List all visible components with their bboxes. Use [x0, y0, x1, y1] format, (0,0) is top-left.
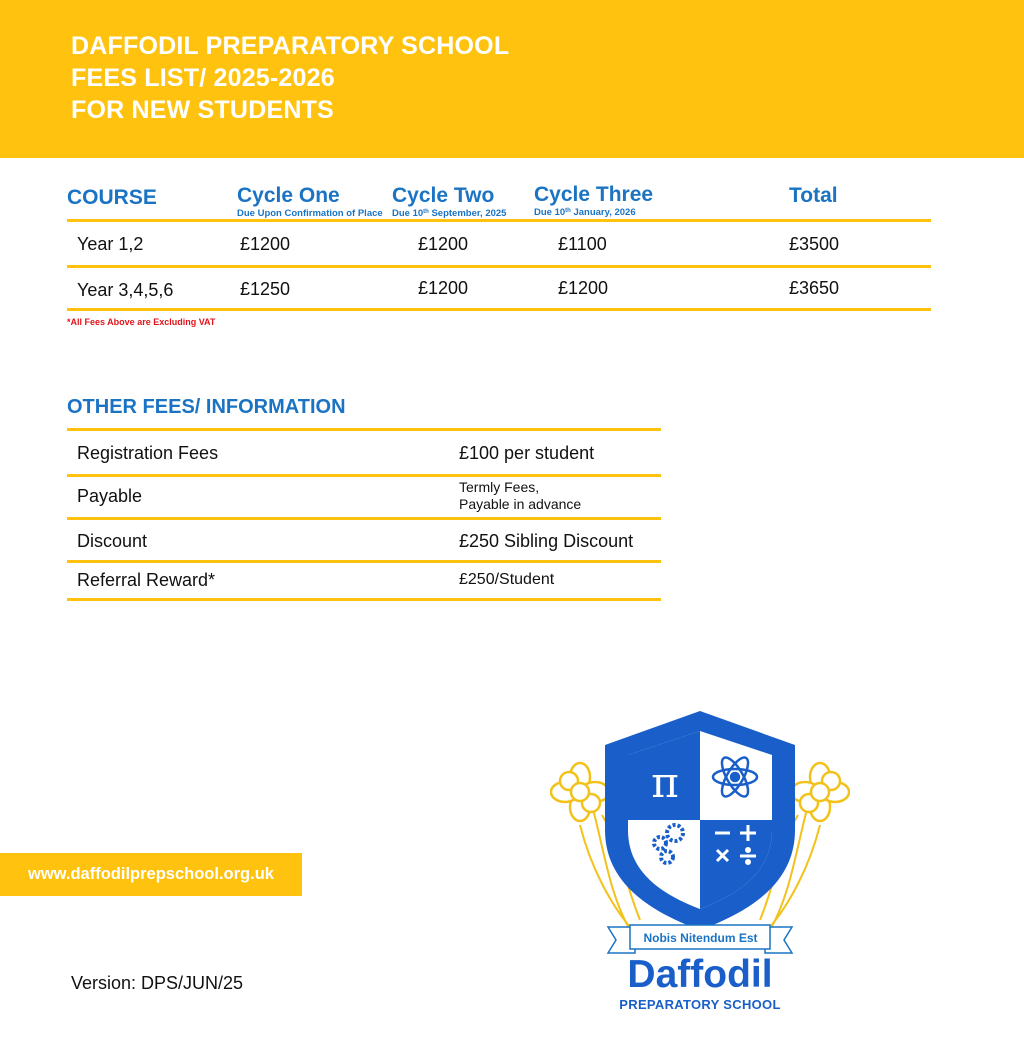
school-crest	[550, 705, 850, 955]
other-row-value: £250/Student	[459, 571, 555, 588]
logo-subname: PREPARATORY SCHOOL	[619, 997, 781, 1012]
table-divider	[67, 598, 661, 601]
other-row-value: £100 per student	[459, 443, 595, 463]
other-row-label: Discount	[77, 531, 148, 551]
website-link[interactable]: www.daffodilprepschool.org.uk	[0, 853, 302, 896]
row-2-cycle-two: £1200	[418, 278, 469, 298]
other-row-label: Referral Reward*	[77, 570, 216, 590]
column-header-cycle-three: Cycle Three Due 10th January, 2026	[534, 183, 654, 218]
table-divider	[67, 265, 931, 268]
table-divider	[67, 219, 931, 222]
table-divider	[67, 428, 661, 431]
version-label: Version: DPS/JUN/25	[71, 973, 244, 993]
row-1-total: £3500	[789, 234, 840, 254]
table-divider	[67, 308, 931, 311]
title-line-1: DAFFODIL PREPARATORY SCHOOL	[71, 32, 510, 60]
daffodil-flower-icon	[791, 763, 849, 821]
row-1-course: Year 1,2	[77, 234, 144, 254]
table-divider	[67, 474, 661, 477]
title-line-3: FOR NEW STUDENTS	[71, 96, 334, 124]
row-1-cycle-one: £1200	[240, 234, 291, 254]
motto-text: Nobis Nitendum Est	[643, 931, 758, 945]
other-fees-title: OTHER FEES/ INFORMATION	[67, 396, 346, 418]
pi-icon: π	[651, 758, 679, 807]
column-header-cycle-two: Cycle Two Due 10th September, 2025	[392, 184, 507, 219]
row-1-cycle-two: £1200	[418, 234, 469, 254]
page-title	[71, 30, 509, 126]
other-row-value: Termly Fees, Payable in advance	[459, 479, 582, 512]
vat-note: *All Fees Above are Excluding VAT	[67, 317, 216, 327]
row-1-cycle-three: £1100	[558, 234, 607, 254]
column-header-cycle-one: Cycle One Due Upon Confirmation of Place	[237, 184, 383, 219]
daffodil-flower-icon	[551, 763, 609, 821]
column-header-total: Total	[789, 184, 838, 207]
header-banner	[0, 0, 1024, 158]
other-row-label: Registration Fees	[77, 443, 219, 463]
row-2-course: Year 3,4,5,6	[77, 280, 174, 300]
column-header-course: COURSE	[67, 186, 157, 209]
school-logo	[550, 705, 850, 1015]
title-line-2: FEES LIST/ 2025-2026	[71, 64, 335, 92]
other-row-label: Payable	[77, 486, 143, 506]
other-row-value: £250 Sibling Discount	[459, 531, 634, 551]
row-2-total: £3650	[789, 278, 840, 298]
table-divider	[67, 560, 661, 563]
row-2-cycle-one: £1250	[240, 279, 291, 299]
logo-name: Daffodil	[627, 953, 773, 996]
table-divider	[67, 517, 661, 520]
row-2-cycle-three: £1200	[558, 278, 609, 298]
